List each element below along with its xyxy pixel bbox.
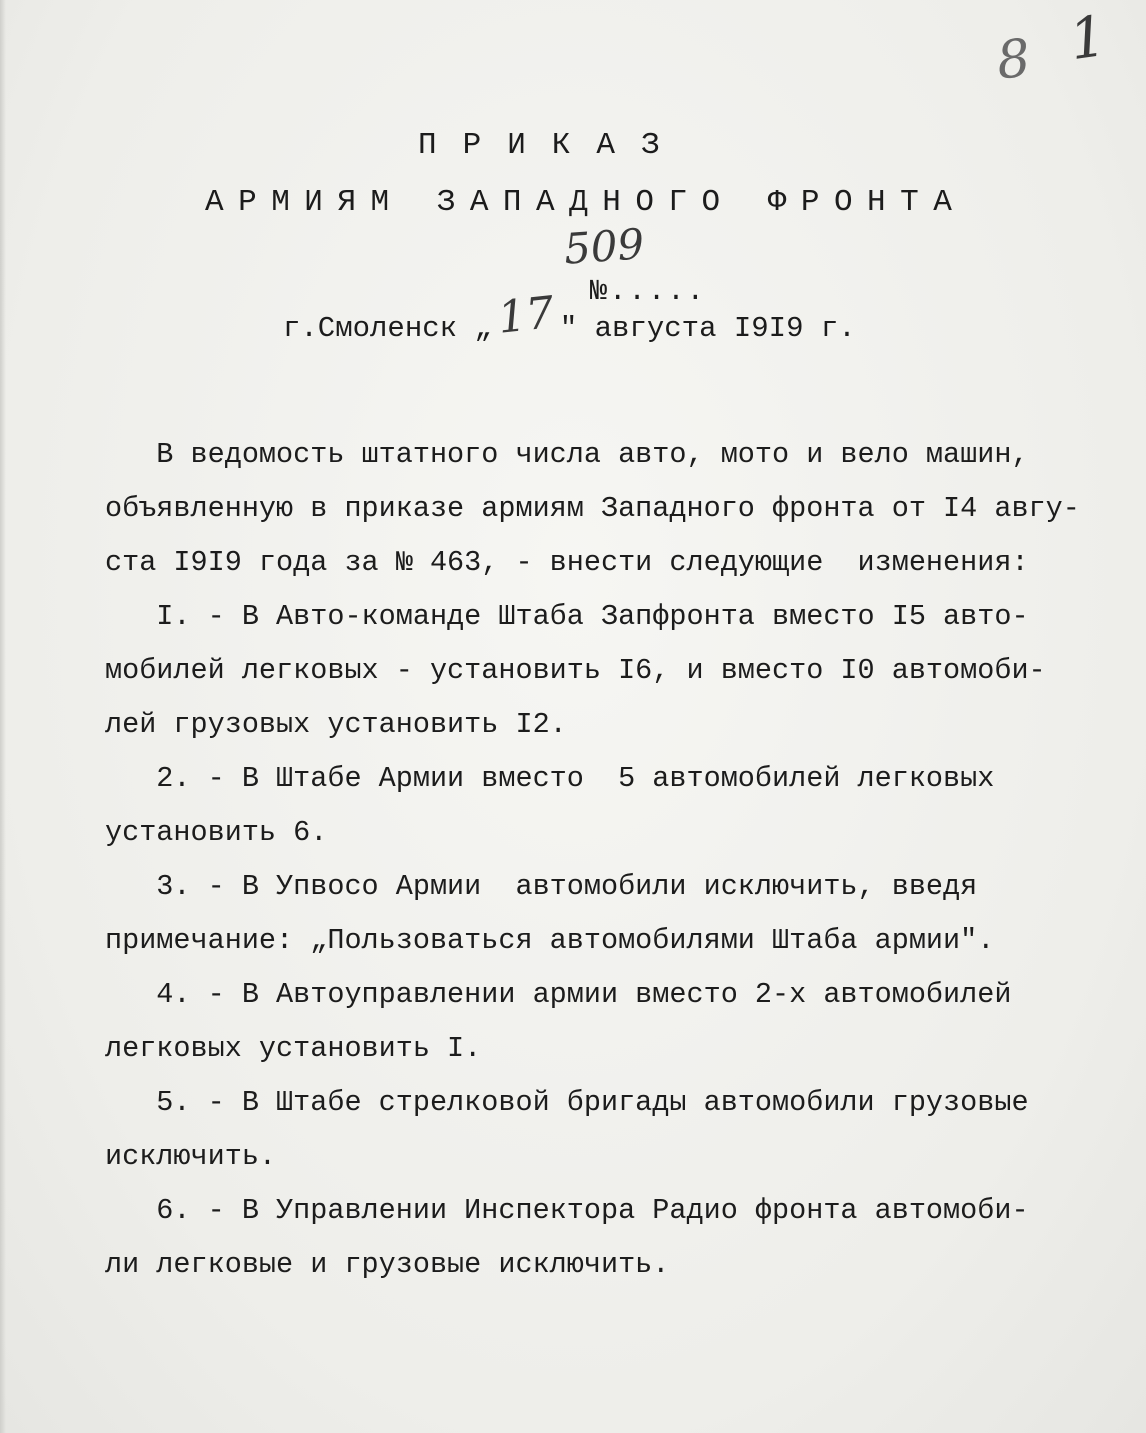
- body-line: установить 6.: [105, 816, 328, 849]
- body-line: 6. - В Управлении Инспектора Радио фронта автомоби-: [105, 1194, 1029, 1227]
- date-day-handwritten: 17: [495, 287, 557, 344]
- body-line: 5. - В Штабе стрелковой бригады автомобили грузовые: [105, 1086, 1029, 1119]
- body-line: ста I9I9 года за № 463, - внести следующие изменения:: [105, 546, 1029, 579]
- archive-folio-number: 1: [1066, 3, 1111, 74]
- place: г.Смоленск: [283, 312, 458, 345]
- body-line: примечание: „Пользоваться автомобилями Штаба армии".: [105, 924, 995, 957]
- document-title: ПРИКАЗ: [418, 128, 686, 163]
- body-line: В ведомость штатного числа авто, мото и вело машин,: [105, 438, 1029, 471]
- body-line: лей грузовых установить I2.: [105, 708, 567, 741]
- document-subtitle: АРМИЯМ ЗАПАДНОГО ФРОНТА: [205, 185, 967, 220]
- body-line: исключить.: [105, 1140, 277, 1173]
- order-number-label: №.....: [589, 275, 707, 308]
- order-body: [105, 428, 1115, 1292]
- body-line: 2. - В Штабе Армии вместо 5 автомобилей легковых: [105, 762, 995, 795]
- order-number-handwritten: 509: [562, 219, 646, 274]
- body-line: I. - В Авто-команде Штаба Запфронта вместо I5 авто-: [105, 600, 1029, 633]
- date-rest: августа I9I9 г.: [594, 312, 856, 345]
- body-line: ли легковые и грузовые исключить.: [105, 1248, 670, 1281]
- page-edge-shadow: [0, 0, 6, 1433]
- archive-sheet-number: 8: [993, 28, 1034, 92]
- date-open-quote: „: [474, 312, 492, 345]
- body-line: мобилей легковых - установить I6, и вместо I0 автомоби-: [105, 654, 1046, 687]
- body-line: объявленную в приказе армиям Западного фронта от I4 авгу-: [105, 492, 1080, 525]
- date-close-quote: ": [559, 312, 578, 345]
- body-line: легковых установить I.: [105, 1032, 482, 1065]
- body-line: 3. - В Упвосо Армии автомобили исключить, введя: [105, 870, 978, 903]
- body-line: 4. - В Автоуправлении армии вместо 2-х автомобилей: [105, 978, 1012, 1011]
